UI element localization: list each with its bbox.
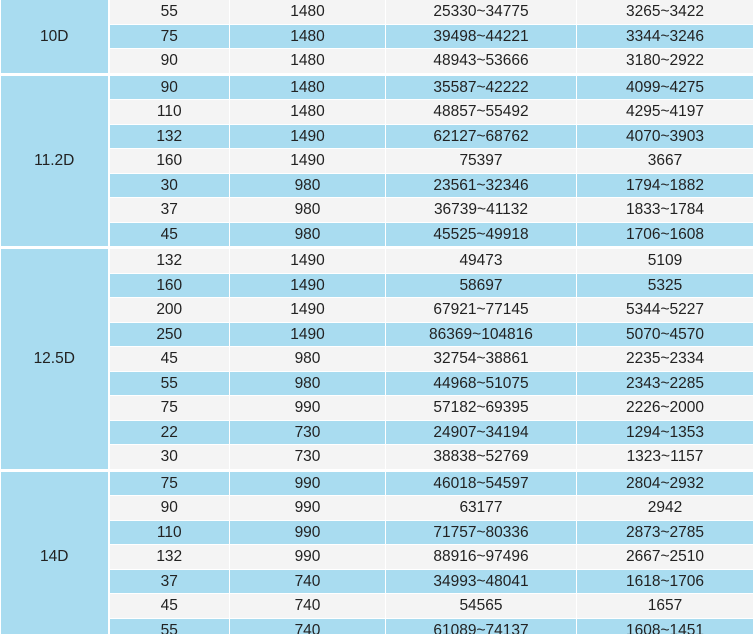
speed-cell: 990 [230,545,386,570]
pressure-cell: 4070~3903 [577,124,753,149]
flow-cell: 23561~32346 [386,173,577,198]
pressure-cell: 3344~3246 [577,24,753,49]
flow-cell: 46018~54597 [386,470,577,496]
model-label: 11.2D [1,74,109,248]
flow-cell: 88916~97496 [386,545,577,570]
flow-cell: 75397 [386,149,577,174]
pressure-cell: 2942 [577,496,753,521]
power-cell: 250 [109,322,230,347]
pressure-cell: 3180~2922 [577,49,753,75]
table-row [1,273,753,298]
table-row [1,124,753,149]
flow-cell: 44968~51075 [386,371,577,396]
pressure-cell: 1608~1451 [577,618,753,634]
table-row [1,100,753,125]
speed-cell: 980 [230,371,386,396]
pressure-cell: 1618~1706 [577,569,753,594]
flow-cell: 57182~69395 [386,396,577,421]
model-label: 10D [1,0,109,74]
table-row [1,198,753,223]
flow-cell: 45525~49918 [386,222,577,248]
table-row [1,618,753,634]
pressure-cell: 1323~1157 [577,445,753,471]
power-cell: 110 [109,520,230,545]
table-row [1,520,753,545]
table-row [1,49,753,75]
speed-cell: 1490 [230,273,386,298]
flow-cell: 61089~74137 [386,618,577,634]
pressure-cell: 3265~3422 [577,0,753,24]
table-row [1,298,753,323]
speed-cell: 990 [230,520,386,545]
table-row [1,470,753,496]
power-cell: 75 [109,396,230,421]
power-cell: 132 [109,248,230,274]
flow-cell: 24907~34194 [386,420,577,445]
pressure-cell: 2804~2932 [577,470,753,496]
speed-cell: 990 [230,396,386,421]
flow-cell: 86369~104816 [386,322,577,347]
speed-cell: 740 [230,569,386,594]
flow-cell: 71757~80336 [386,520,577,545]
speed-cell: 1490 [230,298,386,323]
pressure-cell: 5109 [577,248,753,274]
pressure-cell: 5344~5227 [577,298,753,323]
pressure-cell: 2667~2510 [577,545,753,570]
power-cell: 160 [109,149,230,174]
table-row [1,396,753,421]
power-cell: 90 [109,49,230,75]
flow-cell: 36739~41132 [386,198,577,223]
pressure-cell: 5070~4570 [577,322,753,347]
power-cell: 30 [109,445,230,471]
flow-cell: 48857~55492 [386,100,577,125]
pressure-cell: 3667 [577,149,753,174]
table-row [1,445,753,471]
speed-cell: 980 [230,173,386,198]
power-cell: 55 [109,618,230,634]
power-cell: 55 [109,371,230,396]
speed-cell: 740 [230,594,386,619]
table-row [1,594,753,619]
flow-cell: 25330~34775 [386,0,577,24]
power-cell: 75 [109,470,230,496]
power-cell: 200 [109,298,230,323]
pressure-cell: 2873~2785 [577,520,753,545]
flow-cell: 34993~48041 [386,569,577,594]
power-cell: 75 [109,24,230,49]
speed-cell: 1490 [230,149,386,174]
pressure-cell: 4099~4275 [577,74,753,100]
power-cell: 45 [109,222,230,248]
table-row [1,149,753,174]
power-cell: 160 [109,273,230,298]
pressure-cell: 4295~4197 [577,100,753,125]
flow-cell: 48943~53666 [386,49,577,75]
model-label: 14D [1,470,109,634]
speed-cell: 980 [230,198,386,223]
speed-cell: 1490 [230,124,386,149]
power-cell: 55 [109,0,230,24]
flow-cell: 32754~38861 [386,347,577,372]
pressure-cell: 1706~1608 [577,222,753,248]
table-body [1,0,753,634]
speed-cell: 1480 [230,100,386,125]
speed-cell: 1480 [230,49,386,75]
table-row [1,347,753,372]
speed-cell: 730 [230,420,386,445]
table-row [1,173,753,198]
table-row [1,322,753,347]
speed-cell: 730 [230,445,386,471]
table-row [1,0,753,24]
speed-cell: 980 [230,222,386,248]
table-row [1,496,753,521]
speed-cell: 1480 [230,0,386,24]
power-cell: 37 [109,569,230,594]
pressure-cell: 2235~2334 [577,347,753,372]
pressure-cell: 2343~2285 [577,371,753,396]
speed-cell: 1490 [230,248,386,274]
flow-cell: 67921~77145 [386,298,577,323]
power-cell: 132 [109,545,230,570]
pressure-cell: 5325 [577,273,753,298]
power-cell: 45 [109,347,230,372]
table-row [1,569,753,594]
table-row [1,222,753,248]
table-row [1,24,753,49]
table-row [1,371,753,396]
pressure-cell: 1833~1784 [577,198,753,223]
speed-cell: 1480 [230,24,386,49]
power-cell: 22 [109,420,230,445]
flow-cell: 35587~42222 [386,74,577,100]
speed-cell: 990 [230,470,386,496]
speed-cell: 980 [230,347,386,372]
power-cell: 45 [109,594,230,619]
speed-cell: 1490 [230,322,386,347]
power-cell: 37 [109,198,230,223]
pressure-cell: 1794~1882 [577,173,753,198]
table-row [1,545,753,570]
flow-cell: 54565 [386,594,577,619]
model-label: 12.5D [1,248,109,471]
flow-cell: 63177 [386,496,577,521]
power-cell: 132 [109,124,230,149]
power-cell: 90 [109,74,230,100]
table-row [1,248,753,274]
table-row [1,74,753,100]
flow-cell: 58697 [386,273,577,298]
table-row [1,420,753,445]
speed-cell: 990 [230,496,386,521]
speed-cell: 740 [230,618,386,634]
power-cell: 110 [109,100,230,125]
speed-cell: 1480 [230,74,386,100]
flow-cell: 49473 [386,248,577,274]
pressure-cell: 1657 [577,594,753,619]
flow-cell: 38838~52769 [386,445,577,471]
flow-cell: 62127~68762 [386,124,577,149]
power-cell: 90 [109,496,230,521]
power-cell: 30 [109,173,230,198]
flow-cell: 39498~44221 [386,24,577,49]
pressure-cell: 1294~1353 [577,420,753,445]
pressure-cell: 2226~2000 [577,396,753,421]
